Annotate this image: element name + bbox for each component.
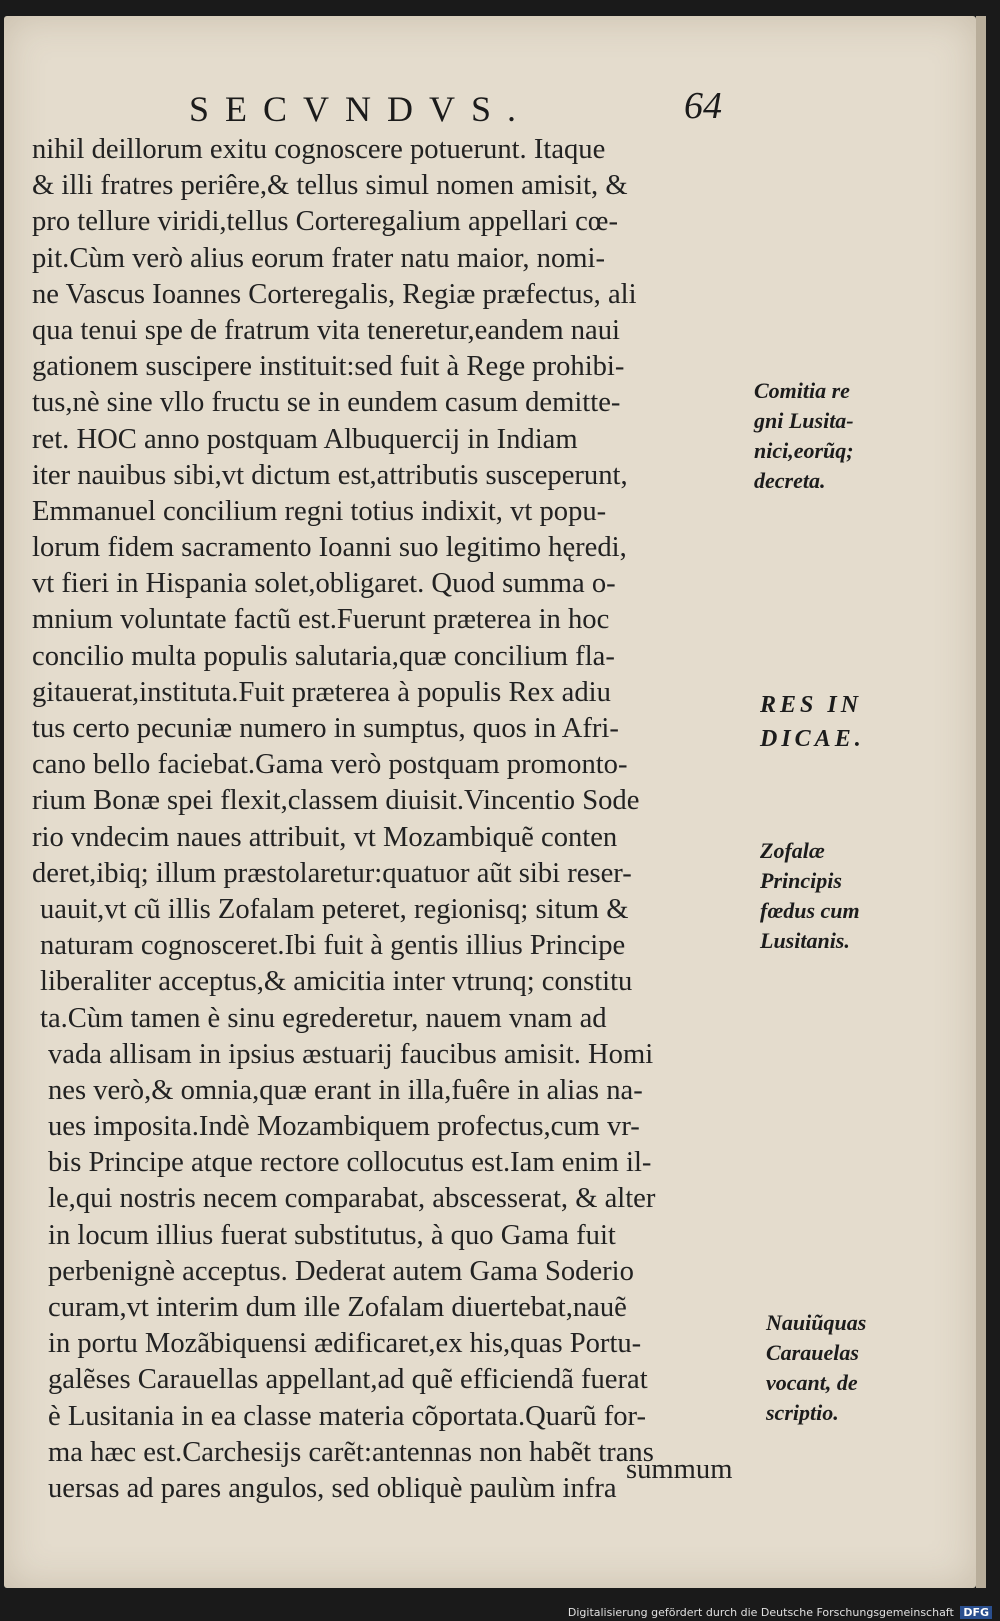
text-line: gitauerat,instituta.Fuit præterea à populis Rex adiu [32, 676, 611, 708]
text-line: galẽses Carauellas appellant,ad quẽ efficiendã fuerat [48, 1364, 648, 1396]
dfg-logo: DFG [960, 1606, 992, 1619]
running-head: SECVNDVS. [189, 89, 533, 129]
text-line: ne Vascus Ioannes Corteregalis, Regiæ præfectus, ali [32, 278, 637, 310]
footer-text: Digitalisierung gefördert durch die Deutsche Forschungsgemeinschaft [567, 1606, 954, 1619]
text-line: curam,vt interim dum ille Zofalam diuertebat,nauẽ [48, 1292, 627, 1323]
margin-note-line: DICAE. [760, 726, 865, 752]
margin-note-nauium [766, 1308, 896, 1428]
text-line: qua tenui spe de fratrum vita teneretur,eandem naui [32, 314, 620, 346]
text-line: & illi fratres periêre,& tellus simul nomen amisit, & [32, 170, 628, 202]
margin-note-line: nici,eorũq; [754, 438, 854, 463]
text-line: ta.Cùm tamen è sinu egrederetur, nauem vnam ad [40, 1002, 607, 1034]
text-line: vt fieri in Hispania solet,obligaret. Quod summa o- [32, 568, 616, 600]
text-line: nihil deillorum exitu cognoscere potuerunt. Itaque [32, 134, 606, 165]
margin-note-line: scriptio. [766, 1400, 839, 1425]
text-line: naturam cognosceret.Ibi fuit à gentis illius Principe [40, 930, 626, 962]
page-edge [976, 16, 986, 1588]
digitization-credit [568, 1606, 992, 1619]
margin-note-comitia [754, 376, 884, 496]
text-line: bis Principe atque rectore collocutus est.Iam enim il- [48, 1147, 652, 1179]
text-line: lorum fidem sacramento Ioanni suo legitimo hęredi, [32, 532, 627, 564]
text-line: concilio multa populis salutaria,quæ concilium fla- [32, 640, 615, 672]
margin-note-line: fœdus cum [760, 898, 860, 923]
margin-note-line: Nauiũquas [766, 1310, 867, 1335]
text-line: vada allisam in ipsius æstuarij faucibus amisit. Homi [48, 1038, 654, 1070]
text-line: in locum illius fuerat substitutus, à quo Gama fuit [48, 1219, 616, 1251]
text-line: uauit,vt cũ illis Zofalam peteret, regionisq; situm & [40, 893, 629, 925]
margin-note-line: Principis [760, 868, 842, 893]
margin-note-line: decreta. [754, 468, 826, 493]
text-line: è Lusitania in ea classe materia cõportata.Quarũ for- [48, 1400, 647, 1432]
text-line: gationem suscipere instituit:sed fuit à Rege prohibi- [32, 351, 625, 383]
book-page [4, 16, 976, 1588]
text-line: nes verò,& omnia,quæ erant in illa,fuêre in alias na- [48, 1074, 643, 1106]
text-line: perbenignè acceptus. Dederat autem Gama Soderio [48, 1255, 634, 1287]
text-line: pro tellure viridi,tellus Corteregalium appellari cœ- [32, 206, 618, 238]
text-line: pit.Cùm verò alius eorum frater natu maior, nomi- [32, 242, 605, 274]
text-line: mnium voluntate factũ est.Fuerunt præterea in hoc [32, 604, 610, 636]
main-text-block [32, 132, 760, 1507]
margin-note-line: Lusitanis. [760, 928, 850, 953]
margin-note-line: Carauelas [766, 1340, 859, 1365]
text-line: ues imposita.Indè Mozambiquem profectus,cum vr- [48, 1111, 640, 1143]
text-line: tus,nè sine vllo fructu se in eundem casum demitte- [32, 387, 621, 419]
margin-note-line: Comitia re [754, 378, 850, 403]
text-line: rium Bonæ spei flexit,classem diuisit.Vincentio Sode [32, 785, 640, 817]
margin-note-zofalae [760, 836, 890, 956]
margin-note-line: RES IN [760, 692, 863, 718]
text-line: Emmanuel concilium regni totius indixit, vt popu- [32, 495, 607, 527]
margin-note-line: Zofalæ [760, 838, 825, 863]
margin-note-line: vocant, de [766, 1370, 858, 1395]
catchword: summum [626, 1454, 733, 1485]
text-line: cano bello faciebat.Gama verò postquam promonto- [32, 749, 628, 781]
text-line: uersas ad pares angulos, sed obliquè paulùm infra [48, 1472, 617, 1504]
text-line: deret,ibiq; illum præstolaretur:quatuor aũt sibi reser- [32, 857, 632, 889]
text-line: le,qui nostris necem comparabat, abscesserat, & alter [48, 1183, 656, 1215]
margin-note-res-indicae [760, 688, 890, 756]
text-line: iter nauibus sibi,vt dictum est,attributis susceperunt, [32, 459, 628, 491]
text-line: rio vndecim naues attribuit, vt Mozambiquẽ conten [32, 821, 618, 853]
page-number: 64 [684, 85, 722, 127]
text-line: liberaliter acceptus,& amicitia inter vtrunq; constitu [40, 966, 633, 998]
margin-note-line: gni Lusita- [754, 408, 854, 433]
text-line: in portu Mozãbiquensi ædificaret,ex his,quas Portu- [48, 1328, 642, 1360]
text-line: ret. HOC anno postquam Albuquercij in Indiam [32, 423, 578, 455]
text-line: ma hæc est.Carchesijs carẽt:antennas non habẽt trans [48, 1436, 654, 1468]
text-line: tus certo pecuniæ numero in sumptus, quos in Afri- [32, 713, 619, 744]
